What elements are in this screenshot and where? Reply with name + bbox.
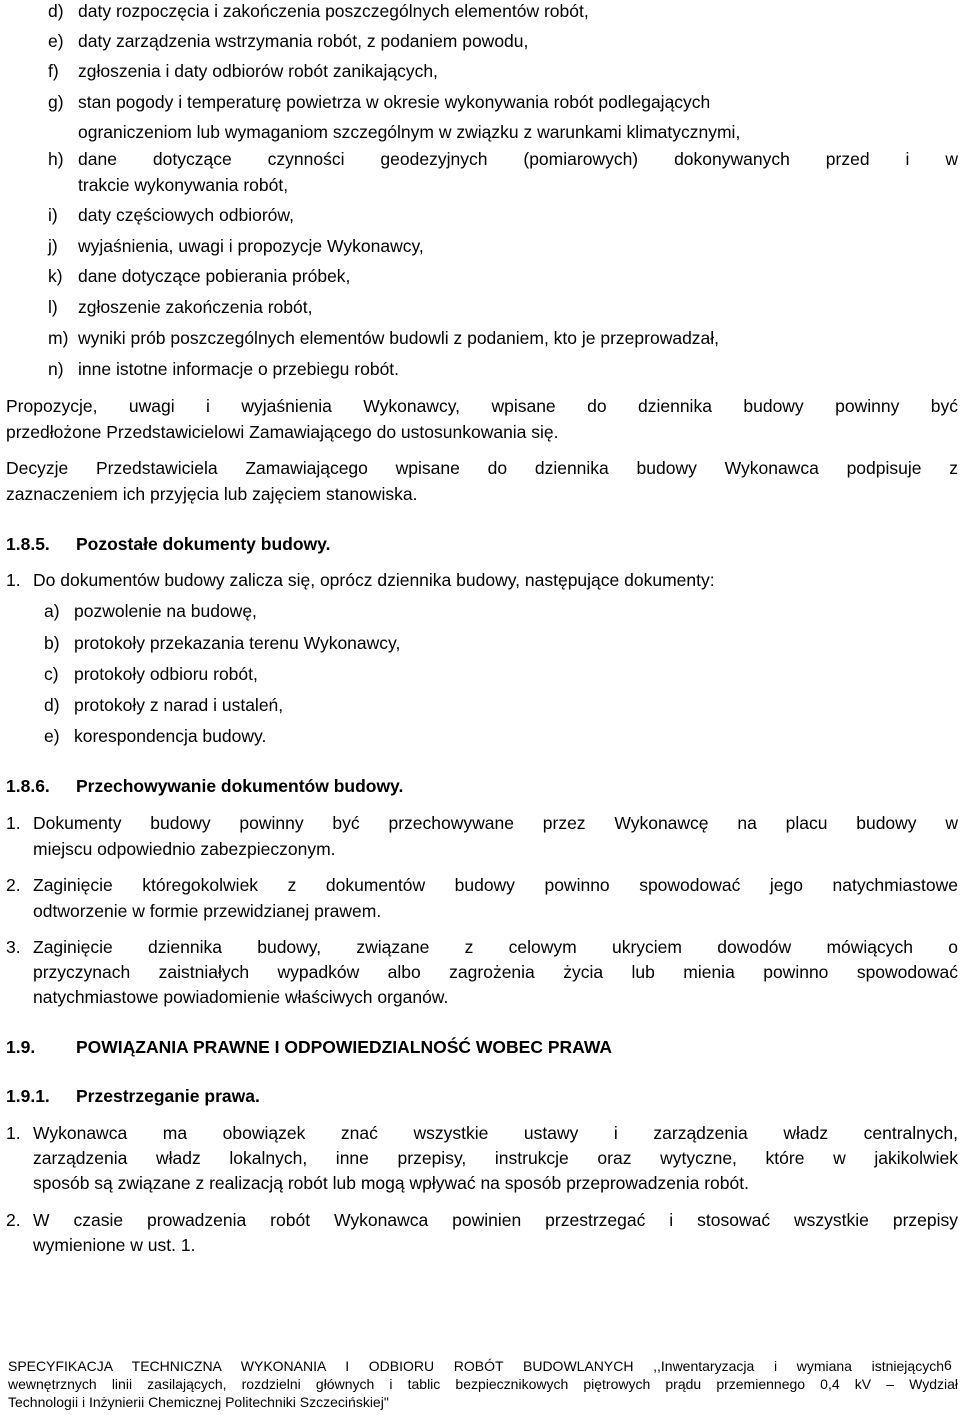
numbered-item-1-8-6-2-cont: odtworzenie w formie przewidzianej prawem. (33, 901, 382, 921)
paragraph-decisions-cont: zaznaczeniem ich przyjęcia lub zajęciem stanowiska. (6, 484, 418, 504)
list-item-doc-b: b) protokoły przekazania terenu Wykonawcy, (44, 633, 401, 653)
numbered-item-1-8-6-3-cont2: natychmiastowe powiadomienie właściwych organów. (33, 987, 449, 1007)
numbered-item-1-8-6-1-num: 1. (6, 813, 21, 833)
footer-line-2: wewnętrznych linii zasilających, rozdzielni głównych i tablic bezpiecznikowych piętrowych prądu przemiennego 0,4 kV – Wydział (8, 1376, 958, 1392)
list-item-d: d) daty rozpoczęcia i zakończenia poszczególnych elementów robót, (48, 1, 589, 21)
list-item-doc-a: a) pozwolenie na budowę, (44, 601, 257, 621)
list-item-n: n) inne istotne informacje o przebiegu robót. (48, 359, 400, 379)
numbered-item-1-9-1-2-num: 2. (6, 1210, 21, 1230)
list-item-f: f) zgłoszenia i daty odbiorów robót zanikających, (48, 61, 438, 81)
page-footer (8, 1357, 958, 1411)
numbered-item-1-8-6-1: Dokumenty budowy powinny być przechowywane przez Wykonawcę na placu budowy w (33, 813, 958, 833)
list-item-l: l) zgłoszenie zakończenia robót, (48, 297, 313, 317)
numbered-item-1-9-1-1-cont1: zarządzenia władz lokalnych, inne przepisy, instrukcje oraz wytyczne, które w jakikolwiek (33, 1148, 958, 1168)
document-page: d) daty rozpoczęcia i zakończenia poszczególnych elementów robót, e) daty zarządzenia wstrzymania robót, z podaniem powodu, f) zgłoszenia i daty odbiorów robót zanikających, g) stan pogody i temperaturę powietrza w okresie wykonywania robót podlegających ograniczeniom lub wymaganiom szczególnym w związku z warunkami klimatycznymi, h) dane dotyczące czynności geodezyjnych (pomiarowych) dokonywanych przed i w trakcie wykonywania robót, i) daty częściowych odbiorów, j) wyjaśnienia, uwagi i propozycje Wykonawcy, k) dane dotyczące pobierania próbek, l) zgłoszenie zakończenia robót, m) wyniki prób poszczególnych elementów budowli z podaniem, kto je przeprowadzał, n) inne istotne informacje o przebiegu robót. Propozycje, uwagi i wyjaśnienia Wykonawcy, wpisane do dziennika budowy powinny być przedłożone Przedstawicielowi Zamawiającego do ustosunkowania się. Decyzje Przedstawiciela Zamawiającego wpisane do dziennika budowy Wykonawca podpisuje z zaznaczeniem ich przyjęcia lub zajęciem stanowiska. 1.8.5. Pozostałe dokumenty budowy. 1. Do dokumentów budowy zalicza się, oprócz dziennika budowy, następujące dokumenty: a) pozwolenie na budowę, b) protokoły przekazania terenu Wykonawcy, c) protokoły odbioru robót, d) protokoły z narad i ustaleń, e) korespondencja budowy. 1.8.6. Przechowywanie dokumentów budowy. 1. Dokumenty budowy powinny być przechowywane przez Wykonawcę na placu budowy w miejscu odpowiednio zabezpieczonym. 2. Zaginięcie któregokolwiek z dokumentów budowy powinno spowodować jego natychmiastowe odtworzenie w formie przewidzianej prawem. 3. Zaginięcie dziennika budowy, związane z celowym ukryciem dowodów mówiących o przyczynach zaistniałych wypadków albo zagrożenia życia lub mienia powinno spowodować natychmiastowe powiadomienie właściwych organów. 1.9. POWIĄZANIA PRAWNE I ODPOWIEDZIALNOŚĆ WOBEC PRAWA 1.9.1. Przestrzeganie prawa. 1. Wykonawca ma obowiązek znać wszystkie ustawy i zarządzenia władz centralnych, zarządzenia władz lokalnych, inne przepisy, instrukcje oraz wytyczne, które w jakikolwiek sposób są związane z realizacją robót lub mogą wpływać na sposób przeprowadzenia robót. 2. W czasie prowadzenia robót Wykonawca powinien przestrzegać i stosować wszystkie przepisy wymienione w ust. 1. SPECYFIKACJA TECHNICZNA WYKONANIA I ODBIORU ROBÓT BUDOWLANYCH ,,Inwentaryzacja i wymiana istniejących wewnętrznych linii zasilających, rozdzielni głównych i tablic bezpiecznikowych piętrowych prądu przemiennego 0,4 kV – Wydział Technologii i Inżynierii Chemicznej Politechniki Szczecińskiej" 6 (6, 1, 958, 1410)
list-item-doc-e: e) korespondencja budowy. (44, 726, 267, 746)
list-item-g-cont: ograniczeniom lub wymaganiom szczególnym w związku z warunkami klimatycznymi, (78, 122, 741, 142)
numbered-item-1-9-1-1-num: 1. (6, 1123, 21, 1143)
numbered-item-1-8-6-2-num: 2. (6, 875, 21, 895)
numbered-item-1-9-1-2: W czasie prowadzenia robót Wykonawca powinien przestrzegać i stosować wszystkie przepisy (33, 1210, 958, 1230)
page-number: 6 (944, 1357, 952, 1373)
numbered-item-1-9-1-1-cont2: sposób są związane z realizacją robót lub mogą wpływać na sposób przeprowadzenia robót. (33, 1173, 749, 1193)
list-item-m: m) wyniki prób poszczególnych elementów budowli z podaniem, kto je przeprowadzał, (48, 328, 720, 348)
list-item-i: i) daty częściowych odbiorów, (48, 205, 294, 225)
list-item-doc-c: c) protokoły odbioru robót, (44, 664, 258, 684)
list-item-e: e) daty zarządzenia wstrzymania robót, z podaniem powodu, (48, 31, 529, 51)
list-item-doc-d: d) protokoły z narad i ustaleń, (44, 695, 284, 715)
footer-line-1: SPECYFIKACJA TECHNICZNA WYKONANIA I ODBIORU ROBÓT BUDOWLANYCH ,,Inwentaryzacja i wymiana istniejących (8, 1358, 944, 1374)
paragraph-proposals-cont: przedłożone Przedstawicielowi Zamawiającego do ustosunkowania się. (6, 422, 559, 442)
numbered-item-1-8-6-3-num: 3. (6, 937, 21, 957)
paragraph-decisions: Decyzje Przedstawiciela Zamawiającego wpisane do dziennika budowy Wykonawca podpisuje z (6, 458, 958, 478)
list-item-k: k) dane dotyczące pobierania próbek, (48, 266, 351, 286)
numbered-item-1-8-5-1: 1. Do dokumentów budowy zalicza się, oprócz dziennika budowy, następujące dokumenty: (6, 570, 715, 590)
numbered-item-1-9-1-1: Wykonawca ma obowiązek znać wszystkie ustawy i zarządzenia władz centralnych, (33, 1123, 958, 1143)
list-item-j: j) wyjaśnienia, uwagi i propozycje Wykonawcy, (48, 236, 424, 256)
list-item-g: g) stan pogody i temperaturę powietrza w okresie wykonywania robót podlegających (48, 92, 711, 112)
footer-line-3: Technologii i Inżynierii Chemicznej Politechniki Szczecińskiej" (8, 1394, 389, 1410)
paragraph-proposals: Propozycje, uwagi i wyjaśnienia Wykonawcy, wpisane do dziennika budowy powinny być (6, 396, 958, 416)
list-item-h-cont: trakcie wykonywania robót, (78, 175, 289, 195)
numbered-item-1-8-6-3: Zaginięcie dziennika budowy, związane z celowym ukryciem dowodów mówiących o (33, 937, 958, 957)
numbered-item-1-8-6-1-cont: miejscu odpowiednio zabezpieczonym. (33, 839, 336, 859)
numbered-item-1-8-6-3-cont1: przyczynach zaistniałych wypadków albo zagrożenia życia lub mienia powinno spowodować (33, 962, 958, 982)
list-item-h: h) dane dotyczące czynności geodezyjnych (pomiarowych) dokonywanych przed i w (48, 149, 958, 169)
numbered-item-1-8-6-2: Zaginięcie któregokolwiek z dokumentów budowy powinno spowodować jego natychmiastowe (33, 875, 958, 895)
numbered-item-1-9-1-2-cont: wymienione w ust. 1. (33, 1235, 196, 1255)
